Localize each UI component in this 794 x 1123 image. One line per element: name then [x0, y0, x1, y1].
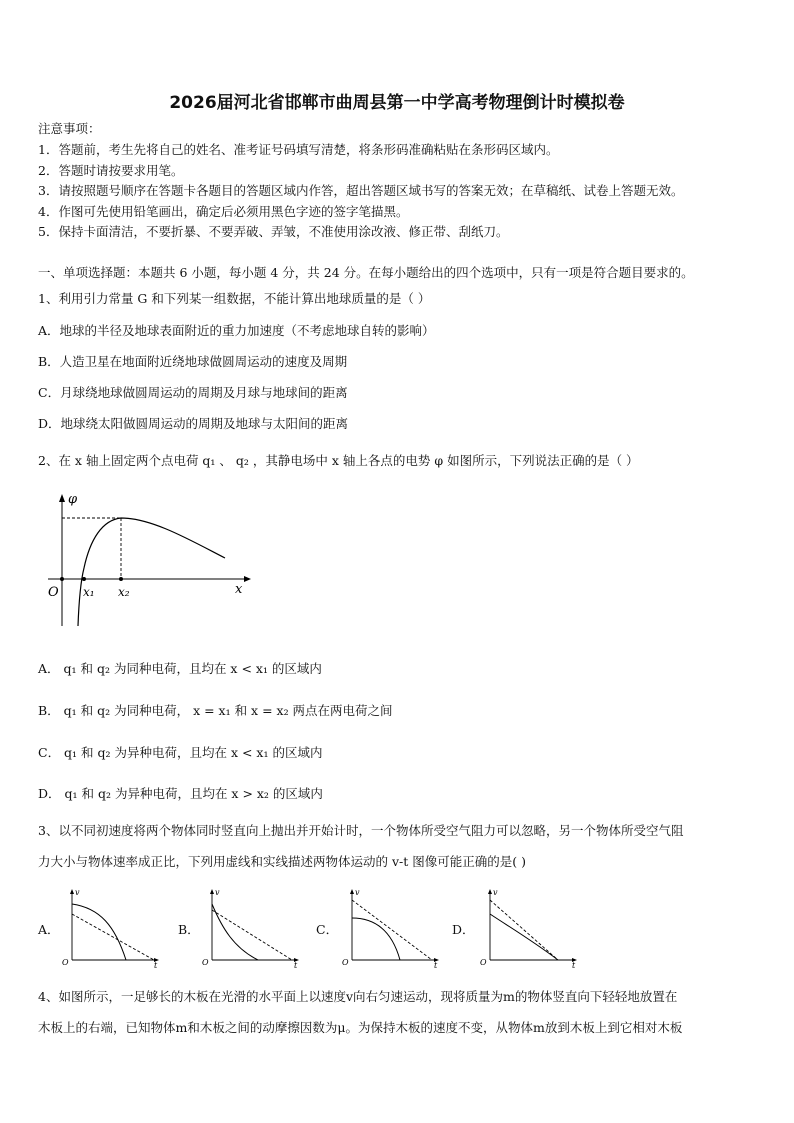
svg-text:t: t — [434, 961, 438, 968]
question-3-stem-line-2: 力大小与物体速率成正比，下列用虚线和实线描述两物体运动的 v-t 图像可能正确的是( ) — [38, 854, 526, 869]
question-1-option-c: C．月球绕地球做圆周运动的周期及月球与地球间的距离 — [38, 385, 348, 400]
notes-heading: 注意事项： — [38, 121, 101, 136]
x2-point — [119, 577, 123, 581]
question-2-option-d: D． q₁ 和 q₂ 为异种电荷，且均在 x > x₂ 的区域内 — [38, 786, 323, 801]
question-4-line-2: 木板上的右端，已知物体m和木板之间的动摩擦因数为μ。为保持木板的速度不变，从物体m放到木板上到它相对木板 — [38, 1020, 683, 1035]
question-3-option-d-label: D． — [452, 922, 475, 937]
svg-text:t: t — [294, 961, 298, 968]
vt-graph-c — [340, 886, 445, 968]
question-1-option-b: B．人造卫星在地面附近绕地球做圆周运动的速度及周期 — [38, 354, 348, 369]
note-item: 2．答题时请按要求用笔。 — [38, 163, 184, 178]
question-1-option-d: D．地球绕太阳做圆周运动的周期及地球与太阳间的距离 — [38, 416, 349, 431]
svg-text:v: v — [215, 888, 220, 897]
potential-graph — [40, 488, 255, 630]
question-3-option-c-label: C． — [316, 922, 339, 937]
question-2-option-c: C． q₁ 和 q₂ 为异种电荷，且均在 x < x₁ 的区域内 — [38, 745, 323, 760]
note-item: 1．答题前，考生先将自己的姓名、准考证号码填写清楚，将条形码准确粘贴在条形码区域内。 — [38, 142, 559, 157]
note-item: 5．保持卡面清洁，不要折暴、不要弄破、弄皱，不准使用涂改液、修正带、刮纸刀。 — [38, 224, 509, 239]
question-3-option-b-label: B． — [178, 922, 200, 937]
svg-text:O: O — [202, 958, 209, 967]
question-2-option-a: A． q₁ 和 q₂ 为同种电荷，且均在 x < x₁ 的区域内 — [38, 661, 322, 676]
page-title: 2026届河北省邯郸市曲周县第一中学高考物理倒计时模拟卷 — [169, 93, 625, 113]
x-axis-arrow — [244, 576, 251, 582]
svg-text:v: v — [355, 888, 360, 897]
svg-text:v: v — [75, 888, 80, 897]
vt-graph-d — [478, 886, 583, 968]
phi-label: φ — [68, 492, 78, 507]
vt-graph-a — [60, 886, 165, 968]
x1-label: x₁ — [83, 585, 95, 599]
svg-text:O: O — [342, 958, 349, 967]
svg-text:O: O — [480, 958, 487, 967]
question-2-stem: 2、在 x 轴上固定两个点电荷 q₁ 、 q₂ ，其静电场中 x 轴上各点的电势 φ 如图所示，下列说法正确的是（ ） — [38, 453, 639, 468]
x1-point — [82, 577, 86, 581]
question-3-option-a-label: A． — [38, 922, 60, 937]
x-label: x — [235, 582, 243, 597]
question-2-option-b: B． q₁ 和 q₂ 为同种电荷， x = x₁ 和 x = x₂ 两点在两电荷之间 — [38, 703, 393, 718]
phi-axis-arrow — [59, 494, 65, 502]
origin-point — [60, 577, 64, 581]
question-1-stem: 1、利用引力常量 G 和下列某一组数据，不能计算出地球质量的是（ ） — [38, 291, 431, 306]
svg-text:t: t — [154, 961, 158, 968]
svg-text:O: O — [62, 958, 69, 967]
note-item: 4．作图可先使用铅笔画出，确定后必须用黑色字迹的签字笔描黑。 — [38, 204, 409, 219]
potential-curve — [78, 518, 225, 626]
question-4-line-1: 4、如图所示，一足够长的木板在光滑的水平面上以速度v向右匀速运动，现将质量为m的物体竖直向下轻轻地放置在 — [38, 989, 678, 1004]
svg-text:t: t — [572, 961, 576, 968]
question-1-option-a: A．地球的半径及地球表面附近的重力加速度（不考虑地球自转的影响） — [38, 323, 435, 338]
section-heading: 一、单项选择题：本题共 6 小题，每小题 4 分，共 24 分。在每小题给出的四个选项中，只有一项是符合题目要求的。 — [38, 265, 694, 280]
svg-text:v: v — [493, 888, 498, 897]
question-3-stem-line-1: 3、以不同初速度将两个物体同时竖直向上抛出并开始计时，一个物体所受空气阻力可以忽略，另一个物体所受空气阻 — [38, 823, 684, 838]
x2-label: x₂ — [118, 585, 130, 599]
note-item: 3．请按照题号顺序在答题卡各题目的答题区域内作答，超出答题区域书写的答案无效；在草稿纸、试卷上答题无效。 — [38, 183, 684, 198]
origin-label: O — [48, 585, 59, 600]
vt-graph-b — [200, 886, 305, 968]
